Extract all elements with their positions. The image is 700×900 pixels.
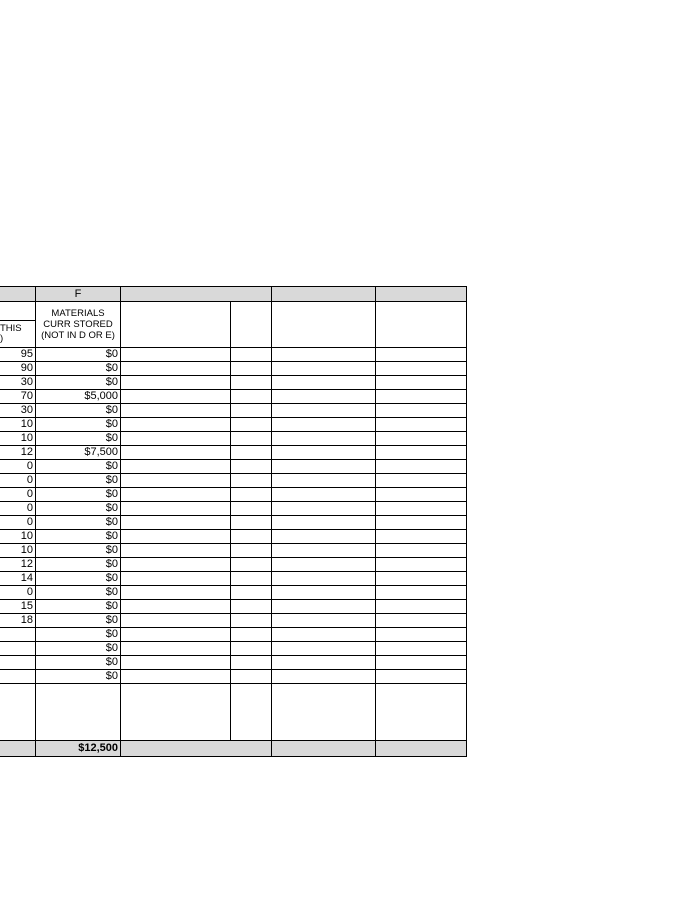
materials-stored-cell: $0 [36, 516, 121, 530]
materials-stored-cell: $0 [36, 348, 121, 362]
work-this-period-cell: 10 [0, 544, 36, 558]
header-e-text: THIS ) [0, 323, 22, 344]
work-this-period-cell: 0 [0, 502, 36, 516]
col-g-pct-cell [231, 628, 272, 642]
materials-stored-cell: $0 [36, 460, 121, 474]
work-this-period-cell: 10 [0, 432, 36, 446]
header-divider [0, 320, 35, 321]
col-i-cell [376, 488, 467, 502]
col-h-cell [272, 488, 376, 502]
column-letter-h [272, 287, 376, 302]
table-row [0, 628, 467, 642]
col-g-cell [121, 586, 231, 600]
table-row [0, 530, 467, 544]
table-row [0, 362, 467, 376]
col-g-cell [121, 558, 231, 572]
work-this-period-cell: 10 [0, 418, 36, 432]
blank-cell [36, 684, 121, 741]
col-g-cell [121, 390, 231, 404]
table-row [0, 670, 467, 684]
table-row [0, 502, 467, 516]
col-g-pct-cell [231, 376, 272, 390]
table-row [0, 558, 467, 572]
work-this-period-cell: 12 [0, 558, 36, 572]
blank-cell [272, 684, 376, 741]
col-i-cell [376, 670, 467, 684]
col-h-cell [272, 390, 376, 404]
column-letter-g [121, 287, 272, 302]
col-h-cell [272, 642, 376, 656]
col-h-cell [272, 544, 376, 558]
blank-cell [0, 684, 36, 741]
header-work-completed-this-period [0, 302, 36, 348]
table-row [0, 446, 467, 460]
col-g-pct-cell [231, 516, 272, 530]
blank-row [0, 684, 467, 741]
table-row [0, 642, 467, 656]
col-i-cell [376, 502, 467, 516]
col-g-pct-cell [231, 558, 272, 572]
col-g-pct-cell [231, 432, 272, 446]
col-h-cell [272, 432, 376, 446]
col-g-pct-cell [231, 488, 272, 502]
table-row [0, 572, 467, 586]
column-letter-e [0, 287, 36, 302]
col-i-cell [376, 558, 467, 572]
col-i-cell [376, 600, 467, 614]
col-g-pct-cell [231, 460, 272, 474]
col-g-pct-cell [231, 670, 272, 684]
col-h-cell [272, 474, 376, 488]
materials-stored-cell: $0 [36, 474, 121, 488]
col-g-cell [121, 376, 231, 390]
table-row [0, 488, 467, 502]
work-this-period-cell: 10 [0, 530, 36, 544]
col-g-pct-cell [231, 614, 272, 628]
col-g-cell [121, 432, 231, 446]
materials-stored-cell: $0 [36, 670, 121, 684]
col-i-cell [376, 516, 467, 530]
col-g-pct-cell [231, 600, 272, 614]
total-col-g [121, 741, 272, 757]
col-i-cell [376, 362, 467, 376]
col-i-cell [376, 460, 467, 474]
col-i-cell [376, 404, 467, 418]
col-g-cell [121, 362, 231, 376]
col-h-cell [272, 558, 376, 572]
col-i-cell [376, 418, 467, 432]
table-row [0, 614, 467, 628]
col-h-cell [272, 460, 376, 474]
col-h-cell [272, 404, 376, 418]
work-this-period-cell: 14 [0, 572, 36, 586]
col-g-cell [121, 460, 231, 474]
col-h-cell [272, 614, 376, 628]
work-this-period-cell [0, 656, 36, 670]
col-g-cell [121, 600, 231, 614]
work-this-period-cell: 0 [0, 488, 36, 502]
table-row [0, 544, 467, 558]
materials-stored-cell: $0 [36, 362, 121, 376]
header-col-h [272, 302, 376, 348]
col-g-cell [121, 516, 231, 530]
col-h-cell [272, 502, 376, 516]
col-g-pct-cell [231, 642, 272, 656]
total-row [0, 741, 467, 757]
table-row [0, 656, 467, 670]
col-g-pct-cell [231, 502, 272, 516]
col-h-cell [272, 586, 376, 600]
work-this-period-cell: 90 [0, 362, 36, 376]
col-g-cell [121, 628, 231, 642]
work-this-period-cell: 0 [0, 474, 36, 488]
col-g-cell [121, 614, 231, 628]
col-g-pct-cell [231, 544, 272, 558]
materials-stored-cell: $0 [36, 404, 121, 418]
col-i-cell [376, 474, 467, 488]
header-col-g [121, 302, 231, 348]
col-i-cell [376, 348, 467, 362]
materials-stored-cell: $0 [36, 488, 121, 502]
table-row [0, 516, 467, 530]
col-g-cell [121, 530, 231, 544]
work-this-period-cell: 95 [0, 348, 36, 362]
total-work-this-period [0, 741, 36, 757]
header-col-g-pct [231, 302, 272, 348]
table-row [0, 390, 467, 404]
col-i-cell [376, 572, 467, 586]
work-this-period-cell: 15 [0, 600, 36, 614]
col-g-pct-cell [231, 362, 272, 376]
col-g-pct-cell [231, 446, 272, 460]
col-g-cell [121, 502, 231, 516]
column-letter-i [376, 287, 467, 302]
col-h-cell [272, 376, 376, 390]
table-row [0, 600, 467, 614]
materials-stored-cell: $0 [36, 628, 121, 642]
table-row [0, 460, 467, 474]
materials-stored-cell: $0 [36, 586, 121, 600]
materials-stored-cell: $0 [36, 502, 121, 516]
materials-stored-cell: $0 [36, 600, 121, 614]
header-materials-stored: MATERIALS CURR STORED (NOT IN D OR E) [36, 302, 121, 348]
column-letter-row [0, 287, 467, 302]
col-h-cell [272, 418, 376, 432]
work-this-period-cell: 18 [0, 614, 36, 628]
work-this-period-cell: 12 [0, 446, 36, 460]
table-row [0, 376, 467, 390]
col-g-cell [121, 656, 231, 670]
materials-stored-cell: $0 [36, 642, 121, 656]
col-h-cell [272, 572, 376, 586]
materials-stored-cell: $0 [36, 558, 121, 572]
materials-stored-cell: $0 [36, 572, 121, 586]
col-g-pct-cell [231, 530, 272, 544]
col-g-pct-cell [231, 656, 272, 670]
col-h-cell [272, 348, 376, 362]
blank-cell [121, 684, 231, 741]
col-g-pct-cell [231, 404, 272, 418]
col-g-cell [121, 488, 231, 502]
column-header-row [0, 302, 467, 348]
col-i-cell [376, 530, 467, 544]
col-i-cell [376, 614, 467, 628]
work-this-period-cell: 30 [0, 376, 36, 390]
col-h-cell [272, 628, 376, 642]
materials-stored-cell: $0 [36, 656, 121, 670]
total-materials-stored: $12,500 [36, 741, 121, 757]
col-g-pct-cell [231, 572, 272, 586]
col-i-cell [376, 544, 467, 558]
blank-cell [231, 684, 272, 741]
col-g-pct-cell [231, 474, 272, 488]
work-this-period-cell: 30 [0, 404, 36, 418]
materials-stored-cell: $0 [36, 530, 121, 544]
blank-cell [376, 684, 467, 741]
col-g-pct-cell [231, 586, 272, 600]
col-i-cell [376, 376, 467, 390]
materials-stored-cell: $0 [36, 544, 121, 558]
materials-stored-cell: $0 [36, 376, 121, 390]
col-g-cell [121, 572, 231, 586]
work-this-period-cell [0, 642, 36, 656]
materials-stored-cell: $5,000 [36, 390, 121, 404]
total-col-h [272, 741, 376, 757]
materials-stored-cell: $7,500 [36, 446, 121, 460]
table-row [0, 474, 467, 488]
column-letter-f: F [36, 287, 121, 302]
col-g-cell [121, 348, 231, 362]
work-this-period-cell [0, 628, 36, 642]
col-h-cell [272, 446, 376, 460]
schedule-of-values-table [0, 286, 467, 757]
table-row [0, 432, 467, 446]
col-i-cell [376, 446, 467, 460]
col-h-cell [272, 530, 376, 544]
table-row [0, 404, 467, 418]
col-i-cell [376, 390, 467, 404]
materials-stored-cell: $0 [36, 418, 121, 432]
col-i-cell [376, 586, 467, 600]
col-g-cell [121, 404, 231, 418]
col-i-cell [376, 432, 467, 446]
materials-stored-cell: $0 [36, 432, 121, 446]
materials-stored-cell: $0 [36, 614, 121, 628]
work-this-period-cell [0, 670, 36, 684]
col-h-cell [272, 362, 376, 376]
total-col-i [376, 741, 467, 757]
table-row [0, 348, 467, 362]
col-h-cell [272, 656, 376, 670]
table-row [0, 586, 467, 600]
work-this-period-cell: 0 [0, 586, 36, 600]
col-i-cell [376, 642, 467, 656]
col-g-cell [121, 642, 231, 656]
col-i-cell [376, 656, 467, 670]
col-g-pct-cell [231, 390, 272, 404]
table-row [0, 418, 467, 432]
work-this-period-cell: 0 [0, 460, 36, 474]
col-g-cell [121, 474, 231, 488]
col-h-cell [272, 670, 376, 684]
work-this-period-cell: 70 [0, 390, 36, 404]
col-g-pct-cell [231, 418, 272, 432]
col-g-cell [121, 418, 231, 432]
col-g-cell [121, 544, 231, 558]
col-g-pct-cell [231, 348, 272, 362]
col-g-cell [121, 670, 231, 684]
work-this-period-cell: 0 [0, 516, 36, 530]
col-i-cell [376, 628, 467, 642]
col-g-cell [121, 446, 231, 460]
col-h-cell [272, 516, 376, 530]
col-h-cell [272, 600, 376, 614]
header-col-i [376, 302, 467, 348]
